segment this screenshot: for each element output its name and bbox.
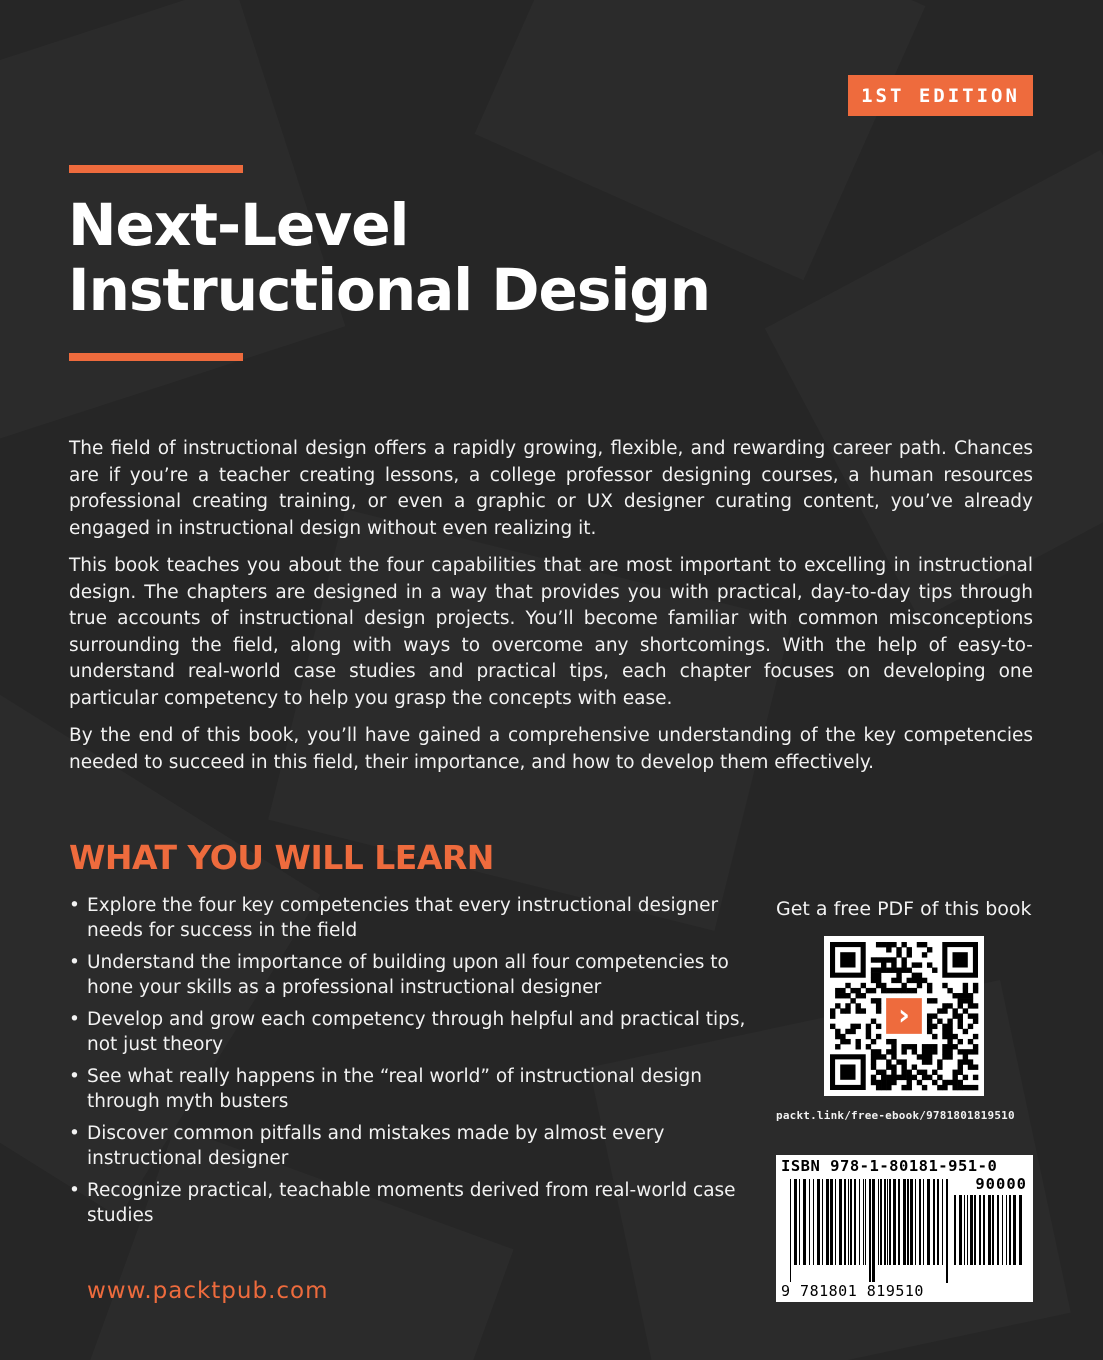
learn-item-text: Explore the four key competencies that every instructional designer needs for success in the field: [87, 895, 719, 941]
bullet-icon: •: [69, 1009, 80, 1030]
free-pdf-link[interactable]: packt.link/free-ebook/9781801819510: [776, 1109, 1015, 1122]
learn-item: [69, 1122, 749, 1171]
book-title-line-1: Next-Level: [68, 191, 409, 259]
book-description: [69, 436, 1033, 787]
barcode-digits: 9 781801 819510: [781, 1282, 924, 1300]
edition-badge: [848, 75, 1033, 116]
edition-label: 1ST EDITION: [861, 84, 1020, 107]
learn-item: [69, 1179, 749, 1228]
book-title: [68, 193, 968, 323]
learn-item-text: Recognize practical, teachable moments derived from real-world case studies: [87, 1180, 736, 1226]
learn-item: [69, 951, 749, 1000]
learn-item: [69, 1008, 749, 1057]
learn-item: [69, 894, 749, 943]
bullet-icon: •: [69, 1066, 80, 1087]
learn-item-text: Develop and grow each competency through helpful and practical tips, not just theory: [87, 1009, 746, 1055]
bullet-icon: •: [69, 952, 80, 973]
bullet-icon: •: [69, 1180, 80, 1201]
price-code: 90000: [975, 1175, 1027, 1193]
description-paragraph: The field of instructional design offers a rapidly growing, flexible, and rewarding career path. Chances are if you’re a teacher creating lessons, a college professor designing courses, a human resources professional creating training, or even a graphic or UX designer curating content, you’ve already engaged in instructional design without even realizing it.: [69, 438, 1033, 539]
title-rule-top: [69, 165, 243, 173]
barcode-addon-bars: [954, 1195, 1026, 1283]
isbn-barcode: [776, 1155, 1033, 1302]
bullet-icon: •: [69, 1123, 80, 1144]
svg-text:›: ›: [898, 997, 910, 1032]
description-paragraph: This book teaches you about the four capabilities that are most important to excelling in instructional design. The chapters are designed in a way that provides you with practical, day-to-day tips through true accounts of instructional design projects. You’ll become familiar with common misconceptions surrounding the field, along with ways to overcome any shortcomings. With the help of easy-to-understand real-world case studies and practical tips, each chapter focuses on developing one particular competency to help you grasp the concepts with ease.: [69, 555, 1033, 709]
bullet-icon: •: [69, 895, 80, 916]
learn-list: [69, 894, 749, 1236]
free-pdf-label: Get a free PDF of this book: [776, 898, 1032, 920]
qr-code[interactable]: [824, 936, 984, 1096]
barcode-main-bars: [790, 1179, 950, 1283]
learn-heading: WHAT YOU WILL LEARN: [69, 838, 494, 877]
learn-item: [69, 1065, 749, 1114]
isbn-text: ISBN 978-1-80181-951-0: [781, 1157, 998, 1175]
book-title-line-2: Instructional Design: [68, 256, 711, 324]
learn-item-text: See what really happens in the “real world” of instructional design through myth busters: [87, 1066, 702, 1112]
publisher-website[interactable]: www.packtpub.com: [87, 1278, 329, 1304]
title-rule-bottom: [69, 353, 243, 361]
description-paragraph: By the end of this book, you’ll have gained a comprehensive understanding of the key competencies needed to succeed in this field, their importance, and how to develop them effectively.: [69, 725, 1033, 773]
learn-item-text: Discover common pitfalls and mistakes made by almost every instructional designer: [87, 1123, 665, 1169]
learn-item-text: Understand the importance of building upon all four competencies to hone your skills as a professional instructional designer: [87, 952, 729, 998]
qr-code-graphic: [824, 936, 984, 1096]
